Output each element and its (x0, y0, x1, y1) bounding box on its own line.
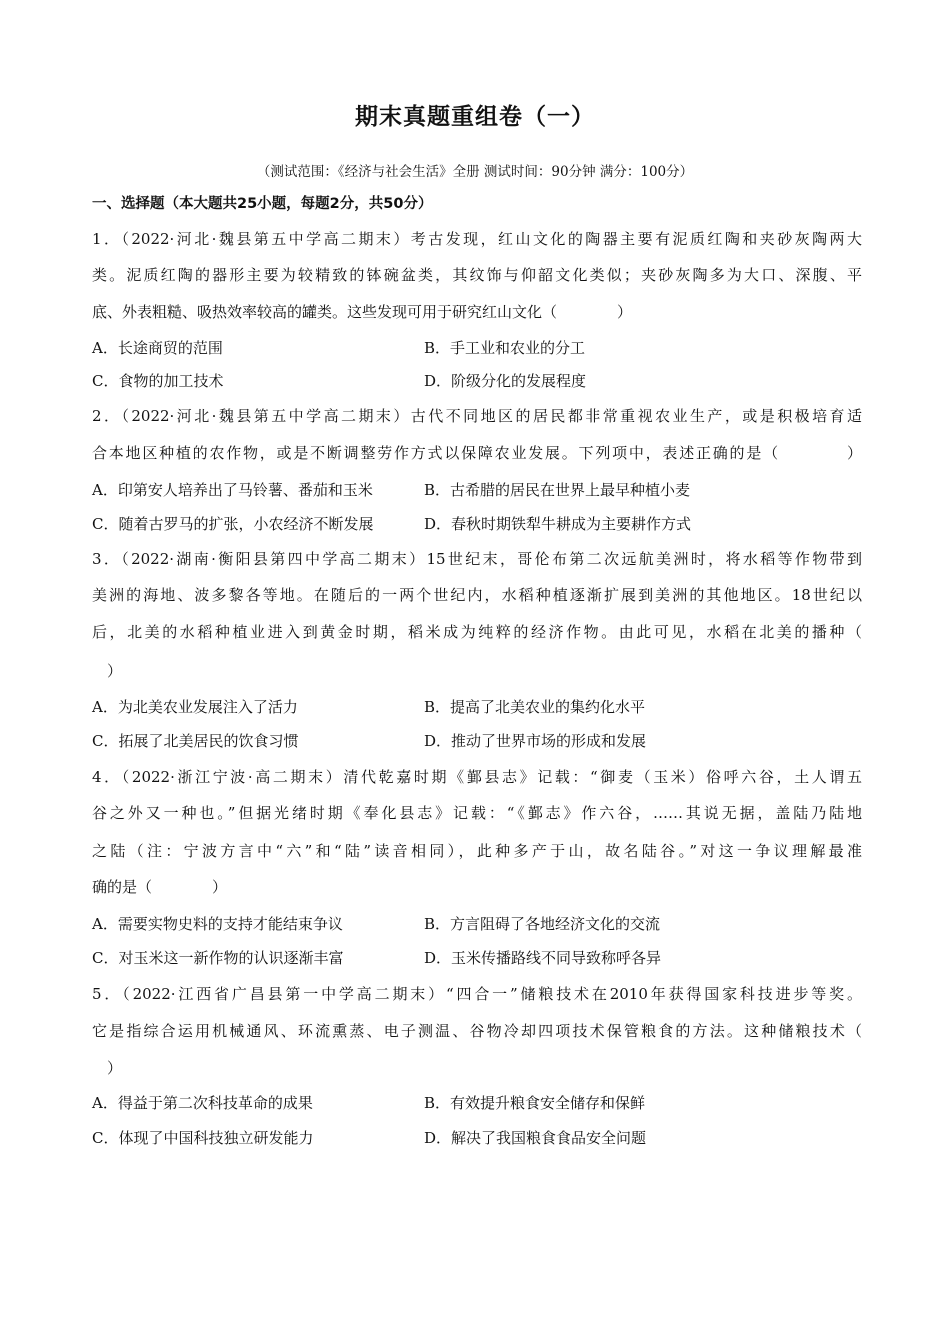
question-1-option-d: D．阶级分化的发展程度 (424, 372, 587, 390)
question-4-line-3: 之陆（注：宁波方言中“六”和“陆”读音相同），此种多产于山，故名陆谷。”对这一争议理解最准 (92, 842, 862, 860)
question-1-option-c: C．食物的加工技术 (92, 372, 224, 390)
question-3-line-4: ） (92, 662, 123, 680)
question-5-line-2: 它是指综合运用机械通风、环流熏蒸、电子测温、谷物冷却四项技术保管粮食的方法。这种储粮技术（ (92, 1022, 862, 1040)
question-1-line-1: 1．（2022·河北·魏县第五中学高二期末）考古发现，红山文化的陶器主要有泥质红陶和夹砂灰陶两大 (92, 230, 862, 248)
section-heading: 一、选择题（本大题共25小题，每题2分，共50分） (92, 196, 433, 212)
question-4-line-2: 谷之外又一种也。”但据光绪时期《奉化县志》记载：“《鄞志》作六谷，……其说无据，盖陆乃陆地 (92, 804, 862, 822)
question-3-line-1: 3．（2022·湖南·衡阳县第四中学高二期末）15世纪末，哥伦布第二次远航美洲时，将水稻等作物带到 (92, 550, 862, 568)
question-3-option-a: A．为北美农业发展注入了活力 (92, 698, 298, 716)
question-4-option-b: B．方言阻碍了各地经济文化的交流 (424, 915, 661, 933)
question-3-option-b: B．提高了北美农业的集约化水平 (424, 698, 646, 716)
question-1-option-b: B．手工业和农业的分工 (424, 339, 586, 357)
question-3-option-c: C．拓展了北美居民的饮食习惯 (92, 732, 299, 750)
question-1-option-a: A．长途商贸的范围 (92, 339, 223, 357)
question-3-line-3: 后，北美的水稻种植业进入到黄金时期，稻米成为纯粹的经济作物。由此可见，水稻在北美的播种（ (92, 623, 862, 641)
page-title: 期末真题重组卷（一） (355, 104, 595, 130)
question-4-option-c: C．对玉米这一新作物的认识逐渐丰富 (92, 949, 344, 967)
question-3-option-d: D．推动了世界市场的形成和发展 (424, 732, 647, 750)
question-5-line-1: 5．（2022·江西省广昌县第一中学高二期末）“四合一”储粮技术在2010年获得国家科技进步等奖。 (92, 985, 862, 1003)
question-2-option-b: B．古希腊的居民在世界上最早种植小麦 (424, 481, 691, 499)
question-5-option-a: A．得益于第二次科技革命的成果 (92, 1094, 313, 1112)
question-4-option-d: D．玉米传播路线不同导致称呼各异 (424, 949, 662, 967)
question-4-line-4: 确的是（ ） (92, 878, 228, 896)
question-5-line-3: ） (92, 1059, 123, 1077)
question-1-line-2: 类。泥质红陶的器形主要为较精致的钵碗盆类，其纹饰与仰韶文化类似；夹砂灰陶多为大口、深腹、平 (92, 266, 862, 284)
question-2-option-c: C．随着古罗马的扩张，小农经济不断发展 (92, 515, 374, 533)
question-5-option-d: D．解决了我国粮食食品安全问题 (424, 1129, 647, 1147)
question-2-line-1: 2．（2022·河北·魏县第五中学高二期末）古代不同地区的居民都非常重视农业生产，或是积极培育适 (92, 407, 862, 425)
question-5-option-b: B．有效提升粮食安全储存和保鲜 (424, 1094, 646, 1112)
question-2-line-2: 合本地区种植的农作物，或是不断调整劳作方式以保障农业发展。下列项中，表述正确的是（ ） (92, 444, 862, 462)
question-4-line-1: 4．（2022·浙江宁波·高二期末）清代乾嘉时期《鄞县志》记载：“御麦（玉米）俗呼六谷，土人谓五 (92, 768, 862, 786)
question-5-option-c: C．体现了中国科技独立研发能力 (92, 1129, 314, 1147)
question-3-line-2: 美洲的海地、波多黎各等地。在随后的一两个世纪内，水稻种植逐渐扩展到美洲的其他地区。18世纪以 (92, 586, 862, 604)
question-4-option-a: A．需要实物史料的支持才能结束争议 (92, 915, 343, 933)
question-2-option-a: A．印第安人培养出了马铃薯、番茄和玉米 (92, 481, 373, 499)
question-2-option-d: D．春秋时期铁犁牛耕成为主要耕作方式 (424, 515, 692, 533)
test-info: （测试范围：《经济与社会生活》全册 测试时间：90分钟 满分：100分） (256, 164, 694, 180)
question-1-line-3: 底、外表粗糙、吸热效率较高的罐类。这些发现可用于研究红山文化（ ） (92, 303, 633, 321)
